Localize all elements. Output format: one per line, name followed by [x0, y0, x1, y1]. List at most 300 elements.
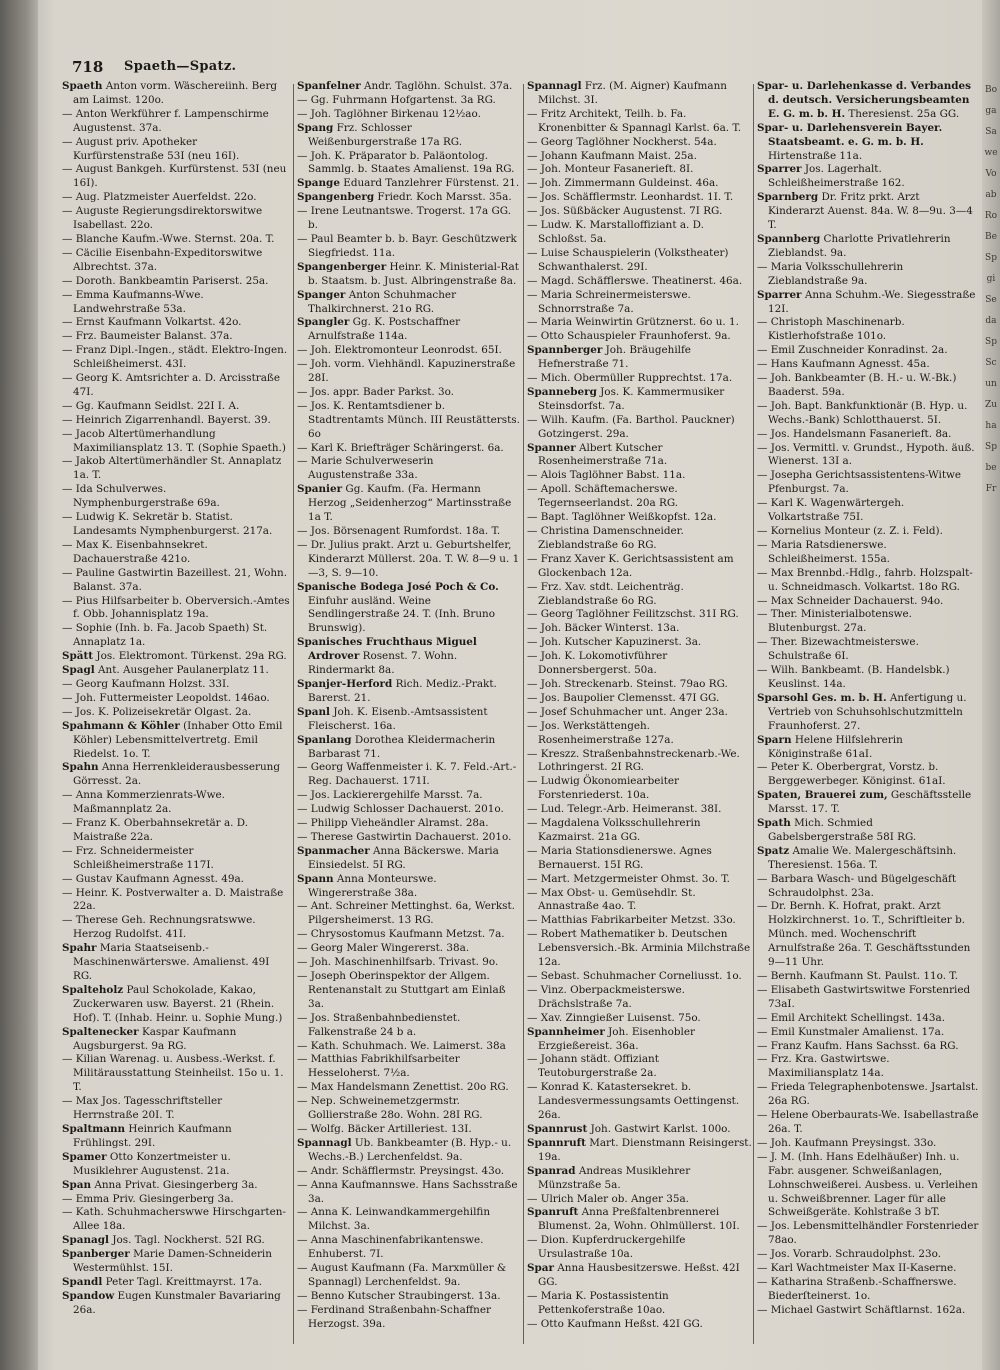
directory-entry: [297, 525, 520, 539]
entry-details: — Joh. Monteur Fasanerieft. 8I.: [527, 163, 694, 176]
entry-details: — Ant. Schreiner Mettinghst. 6a, Werkst. Pilgersheimerst. 13 RG.: [297, 900, 515, 927]
entry-details: Eduard Tanzlehrer Fürstenst. 21.: [339, 177, 520, 190]
directory-entry: [297, 636, 520, 678]
entry-details: — Frz. Schneidermeister Schleißheimerstraße 117I.: [62, 844, 214, 871]
directory-entry: [527, 344, 752, 372]
next-page-edge: [982, 0, 1000, 1370]
entry-details: — Frz. Xav. stdt. Leichenträg. Zieblandstraße 6o RG.: [527, 580, 684, 607]
directory-entry: [297, 177, 520, 191]
entry-details: — Emil Kunstmaler Amalienst. 17a.: [757, 1025, 945, 1038]
entry-details: — Georg Taglöhner Feilitzschst. 31I RG.: [527, 608, 739, 621]
edge-fragment: Sa: [985, 127, 997, 137]
entry-details: — Matthias Fabrikhilfsarbeiter Hesseloherst. 7½a.: [297, 1053, 460, 1080]
entry-surname: Spahn: [62, 761, 99, 774]
entry-details: Frz. (M. Aigner) Kaufmann Milchst. 3I.: [538, 80, 727, 106]
entry-surname: Spaltenecker: [62, 1025, 139, 1038]
directory-entry: [757, 692, 979, 734]
directory-entry: [757, 734, 979, 762]
entry-surname: Spanlang: [297, 733, 352, 746]
entry-details: — Blanche Kaufm.-Wwe. Sternst. 20a. T.: [62, 232, 275, 245]
entry-details: — Joh. Kutscher Kapuzinerst. 3a.: [527, 636, 702, 649]
entry-surname: Spandow: [62, 1289, 115, 1302]
entry-details: Friedr. Koch Marsst. 35a.: [374, 191, 512, 204]
entry-details: — Mich. Obermüller Rupprechtst. 17a.: [527, 372, 733, 385]
directory-entry: [297, 289, 520, 317]
entry-details: — Joh. Streckenarb. Steinst. 79ao RG.: [527, 677, 728, 690]
directory-entry: [757, 1081, 979, 1109]
directory-entry: [757, 567, 979, 595]
entry-surname: Spahmann & Köhler: [62, 719, 180, 732]
entry-details: Rosenst. 7. Wohn. Rindermarkt 8a.: [308, 650, 458, 677]
directory-entry: [62, 539, 290, 567]
directory-entry: [297, 1206, 520, 1234]
entry-details: — Maria K. Postassistentin Pettenkoferstraße 10ao.: [527, 1289, 669, 1316]
directory-entry: [62, 664, 290, 678]
directory-entry: [297, 122, 520, 150]
entry-details: Anna Herrenkleiderausbesserung Görresst. 2a.: [73, 761, 280, 788]
directory-entry: [62, 330, 290, 344]
entry-surname: Span: [62, 1178, 92, 1191]
edge-fragment: Se: [985, 295, 997, 305]
directory-entry: [62, 233, 290, 247]
entry-details: — Wilh. Kaufm. (Fa. Barthol. Pauckner) Gotzingerst. 29a.: [527, 413, 735, 440]
entry-details: — Jacob Altertümerhandlung Maximiliansplatz 13. T. (Sophie Spaeth.): [62, 427, 286, 454]
entry-details: — Joh. Kaufmann Preysingst. 33o.: [757, 1136, 937, 1149]
directory-entry: [757, 372, 979, 400]
directory-entry: [757, 1026, 979, 1040]
directory-entry: [297, 1304, 520, 1332]
entry-details: — Vinz. Oberpackmeisterswe. Drächslstraße 7a.: [527, 983, 685, 1010]
entry-details: — Heinrich Zigarrenhandl. Bayerst. 39.: [62, 413, 271, 426]
directory-entry: [297, 1179, 520, 1207]
column-divider: [293, 84, 294, 1344]
directory-entry: [757, 1304, 979, 1318]
entry-details: — Joh. Zimmermann Guldeinst. 46a.: [527, 177, 719, 190]
entry-details: — Johann städt. Offiziant Teutoburgerstraße 2a.: [527, 1053, 659, 1080]
entry-details: Anfertigung u. Vertrieb von Schuhsohlschutzmitteln Fraunhoferst. 27.: [768, 691, 967, 732]
directory-entry: [62, 275, 290, 289]
directory-entry: [62, 1248, 290, 1276]
directory-entry: [527, 984, 752, 1012]
entry-details: — Irene Leutnantswe. Trogerst. 17a GG. b.: [297, 205, 511, 232]
entry-details: — Doroth. Bankbeamtin Pariserst. 25a.: [62, 274, 269, 287]
directory-entry: [297, 803, 520, 817]
directory-entry: [297, 316, 520, 344]
entry-details: — Philipp Vieheändler Alramst. 28a.: [297, 817, 489, 830]
directory-entry: [757, 1053, 979, 1081]
entry-details: (Inhaber Otto Emil Köhler) Lebensmittelvertretg. Emil Riedelst. 1o. T.: [73, 719, 283, 760]
entry-details: — Frz. Baumeister Balanst. 37a.: [62, 330, 233, 343]
entry-details: — Gg. Kaufmann Seidlst. 22I I. A.: [62, 399, 240, 412]
entry-details: — Therese Gastwirtin Dachauerst. 201o.: [297, 830, 512, 843]
entry-surname: Spangenberger: [297, 260, 387, 273]
entry-surname: Spamer: [62, 1150, 107, 1163]
directory-entry: [527, 469, 752, 483]
entry-details: — Georg K. Amtsrichter a. D. Arcisstraße 47I.: [62, 372, 281, 398]
entry-details: — Georg Kaufmann Holzst. 33I.: [62, 677, 230, 690]
entry-details: Peter Tagl. Kreittmayrst. 17a.: [102, 1275, 263, 1288]
edge-fragment: Be: [985, 232, 997, 242]
entry-surname: Spang: [297, 121, 334, 134]
directory-entry: [297, 734, 520, 762]
entry-details: — Pauline Gastwirtin Bazeillest. 21, Wohn. Balanst. 37a.: [62, 566, 288, 593]
directory-entry: [297, 1012, 520, 1040]
directory-entry: [297, 386, 520, 400]
edge-fragment: Sp: [985, 253, 997, 263]
directory-entry: [297, 706, 520, 734]
entry-details: — Maria Ratsdienerswe. Schleißheimerst. 155a.: [757, 538, 890, 565]
edge-fragment: ha: [985, 421, 997, 431]
directory-entry: [62, 247, 290, 275]
directory-entry: [527, 275, 752, 289]
entry-details: — Elisabeth Gastwirtswitwe Forstenried 73aI.: [757, 983, 971, 1010]
entry-details: — Karl K. Wagenwärtergeh. Volkartstraße 75I.: [757, 497, 905, 524]
entry-surname: Spaeth: [62, 80, 103, 92]
directory-entry: [527, 803, 752, 817]
entry-details: — Fritz Architekt, Teilh. b. Fa. Kronenbitter & Spannagl Karlst. 6a. T.: [527, 107, 742, 134]
entry-details: — Franz Kaufm. Hans Sachsst. 6a RG.: [757, 1039, 959, 1052]
entry-details: — Wilh. Bankbeamt. (B. Handelsbk.) Keuslinst. 14a.: [757, 664, 950, 690]
directory-entry: [62, 205, 290, 233]
entry-details: — Auguste Regierungsdirektorswitwe Isabellast. 22o.: [62, 205, 263, 232]
directory-entry: [62, 942, 290, 984]
entry-surname: Spandl: [62, 1275, 103, 1288]
entry-details: — Max K. Eisenbahnsekret. Dachauerstraße 421o.: [62, 538, 208, 565]
entry-details: — Jakob Altertümerhändler St. Annaplatz 1a. T.: [62, 455, 282, 482]
directory-entry: [297, 581, 520, 637]
directory-entry: [527, 650, 752, 678]
directory-entry: [757, 80, 979, 122]
entry-details: — Joh. Futtermeister Leopoldst. 146ao.: [62, 691, 270, 704]
directory-entry: [527, 108, 752, 136]
directory-entry: [297, 970, 520, 1012]
entry-surname: Spaltmann: [62, 1122, 126, 1135]
directory-entry: [297, 1234, 520, 1262]
entry-details: Anna Hausbesitzerswe. Heßst. 42I GG.: [538, 1262, 740, 1288]
directory-entry: [62, 1234, 290, 1248]
directory-entry: [527, 928, 752, 970]
entry-details: Anna Monteurswe. Wingererstraße 38a.: [308, 872, 437, 899]
entry-details: — Wolfg. Bäcker Artilleriest. 13I.: [297, 1122, 472, 1135]
entry-details: Kaspar Kaufmann Augsburgerst. 9a RG.: [73, 1025, 237, 1052]
directory-entry: [757, 970, 979, 984]
directory-entry: [757, 1276, 979, 1304]
directory-entry: [62, 1095, 290, 1123]
directory-entry: [527, 511, 752, 525]
entry-details: — Kath. Schuhmacherswwe Hirschgarten-Allee 18a.: [62, 1206, 286, 1233]
entry-details: — Matthias Fabrikarbeiter Metzst. 33o.: [527, 914, 736, 927]
entry-details: Dorothea Kleidermacherin Barbarast 71.: [308, 733, 496, 760]
directory-entry: [297, 928, 520, 942]
directory-entry: [757, 1109, 979, 1137]
column-divider: [753, 84, 754, 1344]
directory-entry: [757, 789, 979, 817]
edge-fragment: Ro: [984, 211, 998, 221]
directory-entry: [62, 316, 290, 330]
directory-entry: [297, 817, 520, 831]
entry-details: Gg. K. Postschaffner Arnulfstraße 114a.: [308, 316, 461, 343]
directory-entry: [297, 873, 520, 901]
column-4: [757, 80, 979, 1350]
page-number: 718: [72, 58, 104, 76]
edge-fragment: ga: [985, 106, 997, 116]
directory-entry: [62, 483, 290, 511]
directory-entry: [62, 650, 290, 664]
directory-entry: [527, 1290, 752, 1318]
entry-details: — Heinr. K. Postverwalter a. D. Maistraße 22a.: [62, 886, 284, 913]
directory-entry: [757, 595, 979, 609]
entry-details: — Karl K. Briefträger Schäringerst. 6a.: [297, 441, 504, 454]
entry-details: — Ferdinand Straßenbahn-Schaffner Herzogst. 39a.: [297, 1303, 491, 1330]
directory-entry: [527, 553, 752, 581]
directory-entry: [527, 748, 752, 776]
entry-surname: Spalteholz: [62, 983, 124, 996]
entry-details: — Ulrich Maler ob. Anger 35a.: [527, 1192, 689, 1205]
directory-entry: [62, 1206, 290, 1234]
entry-details: — Paul Beamter b. b. Bayr. Geschützwerk Siegfriedst. 11a.: [297, 232, 517, 259]
directory-entry: [62, 455, 290, 483]
entry-details: — Bapt. Taglöhner Weißkopfst. 12a.: [527, 511, 717, 524]
directory-entry: [297, 455, 520, 483]
directory-entry: [757, 845, 979, 873]
edge-fragment: Zu: [984, 400, 998, 410]
directory-entry: [297, 1290, 520, 1304]
directory-entry: [757, 664, 979, 692]
entry-details: — Jos. Straßenbahnbedienstet. Falkenstraße 24 b a.: [297, 1011, 461, 1038]
entry-details: — August Bankgeh. Kurfürstenst. 53I (neu 16I).: [62, 163, 287, 190]
entry-details: — Kilian Warenag. u. Ausbess.-Werkst. f. Militärausstattung Steinheilst. 15o u. 1. T.: [62, 1053, 284, 1094]
entry-details: — Karl Wachtmeister Max II-Kaserne.: [757, 1262, 957, 1275]
entry-details: — Andr. Schäfflermstr. Preysingst. 43o.: [297, 1164, 505, 1177]
directory-entry: [297, 108, 520, 122]
entry-details: — Anna Kommerzienrats-Wwe. Maßmannplatz 2a.: [62, 789, 225, 816]
entry-details: — Joseph Oberinspektor der Allgem. Rentenanstalt zu Stuttgart am Einlaß 3a.: [297, 970, 506, 1010]
entry-details: — Jos. Börsenagent Rumfordst. 18a. T.: [297, 525, 501, 537]
entry-details: — Michael Gastwirt Schäftlarnst. 162a.: [757, 1303, 966, 1316]
entry-details: — Hans Kaufmann Agnesst. 45a.: [757, 358, 930, 371]
directory-entry: [757, 608, 979, 636]
directory-entry: [62, 108, 290, 136]
directory-entry: [527, 1234, 752, 1262]
directory-entry: [527, 414, 752, 442]
directory-entry: [527, 706, 752, 720]
directory-entry: [757, 233, 979, 261]
entry-details: — Ida Schulverwes. Nymphenburgerstraße 69a.: [62, 483, 220, 510]
entry-details: — Ther. Ministerialbotenswe. Blutenburgst. 27a.: [757, 608, 912, 635]
entry-details: — Joh. Maschinenhilfsarb. Trivast. 9o.: [297, 956, 499, 969]
entry-details: — Otto Schauspieler Fraunhoferst. 9a.: [527, 330, 731, 343]
page-header: [72, 58, 972, 80]
directory-entry: [62, 80, 290, 108]
entry-details: Einfuhr ausländ. Weine Sendlingerstraße 24. T. (Inh. Bruno Brunswig).: [308, 594, 496, 635]
directory-entry: [527, 1053, 752, 1081]
directory-entry: [757, 469, 979, 497]
entry-details: Mich. Schmied Gabelsbergerstraße 58I RG.: [768, 817, 917, 843]
entry-details: Eugen Kunstmaler Bavariaring 26a.: [73, 1289, 281, 1316]
directory-entry: [297, 942, 520, 956]
entry-surname: Spannagl: [527, 80, 582, 92]
directory-entry: [297, 205, 520, 233]
entry-surname: Spange: [297, 177, 340, 190]
entry-details: — Barbara Wasch- und Bügelgeschäft Schraudolphst. 23a.: [757, 872, 957, 899]
entry-details: — Joh. K. Präparator b. Paläontolog. Sammlg. b. Staates Amalienst. 19a RG.: [297, 149, 515, 176]
directory-entry: [527, 678, 752, 692]
entry-details: Geschäftsstelle Marsst. 17. T.: [768, 789, 972, 816]
entry-details: — Alois Taglöhner Babst. 11a.: [527, 469, 686, 482]
directory-entry: [62, 622, 290, 650]
directory-entry: [527, 1137, 752, 1165]
entry-details: Joh. Eisenhobler Erzgießereist. 36a.: [538, 1025, 695, 1052]
entry-details: — Sophie (Inh. b. Fa. Jacob Spaeth) St. Annaplatz 1a.: [62, 622, 268, 649]
directory-entry: [297, 1081, 520, 1095]
entry-details: — Emil Architekt Schellingst. 143a.: [757, 1011, 946, 1024]
edge-fragment: Fr: [985, 484, 997, 494]
entry-details: Anna Bäckerswe. Maria Einsiedelst. 5I RG.: [308, 844, 499, 871]
entry-details: — Anton Werkführer f. Lampenschirme Augustenst. 37a.: [62, 107, 269, 134]
entry-surname: Sparrer: [757, 288, 802, 301]
directory-entry: [62, 789, 290, 817]
entry-surname: Spannberger: [527, 344, 603, 357]
entry-details: Heinrich Kaufmann Frühlingst. 29I.: [73, 1122, 232, 1149]
directory-entry: [62, 1053, 290, 1095]
directory-entry: [297, 233, 520, 261]
entry-details: — Gustav Kaufmann Agnesst. 49a.: [62, 872, 244, 885]
entry-details: — Ludwig Schlosser Dachauerst. 201o.: [297, 803, 504, 816]
entry-details: — Konrad K. Katastersekret. b. Landesvermessungsamts Oettingenst. 26a.: [527, 1081, 740, 1122]
edge-fragment: un: [985, 379, 997, 389]
directory-entry: [757, 1220, 979, 1248]
directory-entry: [297, 1165, 520, 1179]
entry-surname: Spanneberg: [527, 385, 597, 398]
directory-entry: [757, 1248, 979, 1262]
directory-entry: [62, 1179, 290, 1193]
directory-entry: [527, 873, 752, 887]
directory-entry: [527, 247, 752, 275]
entry-details: — Christina Damenschneider. Zieblandstraße 6o RG.: [527, 525, 684, 551]
entry-details: — Johann Kaufmann Maist. 25a.: [527, 149, 697, 162]
directory-entry: [527, 636, 752, 650]
directory-entry: [297, 261, 520, 289]
directory-entry: [757, 358, 979, 372]
entry-details: — Kreszz. Straßenbahnstreckenarb.-We. Lothringerst. 2I RG.: [527, 747, 740, 774]
directory-entry: [297, 1137, 520, 1165]
entry-details: — Cäcilie Eisenbahn-Expeditorswitwe Albrechtst. 37a.: [62, 246, 263, 273]
entry-details: — Luise Schauspielerin (Volkstheater) Schwanthalerst. 29I.: [527, 246, 729, 273]
directory-entry: [527, 289, 752, 317]
entry-details: — Max Brennbd.-Hdlg., fahrb. Holzspalt- u. Schneidmasch. Volkartst. 18o RG.: [757, 566, 973, 593]
directory-entry: [527, 1123, 752, 1137]
directory-entry: [62, 428, 290, 456]
directory-entry: [757, 122, 979, 164]
entry-details: — Kath. Schuhmach. We. Laimerst. 38a: [297, 1039, 506, 1052]
entry-details: — Josef Schuhmacher unt. Anger 23a.: [527, 705, 728, 718]
directory-entry: [527, 1026, 752, 1054]
entry-details: — Jos. Werkstättengeh. Rosenheimerstraße 127a.: [527, 719, 674, 746]
directory-entry: [297, 1053, 520, 1081]
directory-entry: [527, 386, 752, 414]
entry-surname: Sparrer: [757, 163, 802, 176]
directory-entry: [62, 1290, 290, 1318]
directory-entry: [527, 80, 752, 108]
entry-surname: Spannagl: [297, 1136, 352, 1149]
directory-entry: [527, 136, 752, 150]
directory-entry: [527, 887, 752, 915]
entry-details: — Katharina Straßenb.-Schaffnerswe. Biederſteinerst. 1o.: [757, 1275, 957, 1302]
entry-details: — Ludwig Ökonomiearbeiter Forstenriederst. 10a.: [527, 775, 680, 802]
entry-details: Heinr. K. Ministerial-Rat b. Staatsm. b. Just. Albringenstraße 8a.: [308, 260, 519, 287]
directory-entry: [527, 970, 752, 984]
entry-details: — Joh. K. Lokomotivführer Donnersbergerst. 50a.: [527, 650, 668, 677]
book-binding-shadow: [0, 0, 38, 1370]
entry-details: — J. M. (Inh. Hans Edelhäußer) Inh. u. Fabr. ausgener. Schweißanlagen, Lohnschweißerei. Ausbess. u. Verleihen u. Schweißbrenner. Lager für alle Schweißgeräte. Kohlstraße 3 bT.: [757, 1150, 978, 1219]
entry-surname: Spanische Bodega José Poch & Co.: [297, 580, 499, 593]
entry-details: — Ludw. K. Marstalloffiziant a. D. Schloßst. 5a.: [527, 219, 704, 245]
directory-entry: [527, 330, 752, 344]
entry-surname: Sparsohl Ges. m. b. H.: [757, 691, 887, 704]
edge-fragment: Vo: [985, 169, 997, 179]
edge-fragment: Sc: [985, 358, 997, 368]
directory-entry: [757, 525, 979, 539]
entry-surname: Spannruft: [527, 1136, 586, 1149]
entry-surname: Spanisches Fruchthaus Miguel Ardrover: [297, 636, 477, 663]
entry-details: — Georg Taglöhner Nockherst. 54a.: [527, 135, 717, 148]
directory-entry: [757, 344, 979, 358]
directory-entry: [757, 497, 979, 525]
directory-entry: [62, 720, 290, 762]
entry-details: — Magd. Schäfflerswe. Theatinerst. 46a.: [527, 274, 743, 287]
entry-details: Mart. Dienstmann Reisingerst. 19a.: [538, 1136, 752, 1163]
entry-surname: Spar- u. Darlehenkasse d. Verbandes d. deutsch. Versicherungsbeamten E. G. m. b. H.: [757, 80, 972, 120]
edge-fragment: Sp: [985, 442, 997, 452]
entry-details: — Ernst Kaufmann Volkartst. 42o.: [62, 316, 242, 329]
directory-entry: [757, 636, 979, 664]
entry-details: — Gg. Fuhrmann Hofgartenst. 3a RG.: [297, 93, 496, 106]
directory-entry: [527, 1165, 752, 1193]
directory-entry: [757, 1012, 979, 1026]
entry-details: — Maria Weinwirtin Grütznerst. 6o u. 1.: [527, 316, 739, 329]
entry-details: — Dr. Bernh. K. Hofrat, prakt. Arzt Holzkirchnerst. 1o. T., Schriftleiter b. Münch. med. Wochenschrift Arnulfstraße 26a. T. Geschäftsstunden 9—11 Uhr.: [757, 900, 971, 969]
entry-surname: Spanmacher: [297, 844, 370, 857]
directory-entry: [757, 1151, 979, 1221]
entry-details: — Pius Hilfsarbeiter b. Oberversich.-Amtes f. Obb. Johannisplatz 19a.: [62, 594, 290, 621]
entry-surname: Spath: [757, 817, 791, 830]
entry-surname: Spanjer-Herford: [297, 677, 393, 690]
entry-details: — Anna K. Leinwandkammergehilfin Milchst. 3a.: [297, 1206, 491, 1233]
entry-details: — Jos. appr. Bader Parkst. 3o.: [297, 385, 454, 398]
entry-details: — Jos. Vermittl. v. Grundst., Hypoth. äuß. Wienerst. 13I a.: [757, 441, 975, 468]
entry-details: Jos. Lagerhalt. Schleißheimerstraße 162.: [768, 163, 905, 190]
entry-details: Jos. Elektromont. Türkenst. 29a RG.: [93, 650, 287, 663]
entry-details: — Georg Maler Wingererst. 38a.: [297, 942, 470, 955]
directory-entry: [527, 1012, 752, 1026]
entry-details: — Emma Priv. Giesingerberg 3a.: [62, 1192, 234, 1205]
directory-entry: [527, 1081, 752, 1123]
entry-details: Joh. Bräugehilfe Hefnerstraße 71.: [538, 344, 691, 371]
directory-entry: [757, 873, 979, 901]
column-divider: [523, 84, 524, 1344]
entry-surname: Spanner: [527, 441, 576, 454]
entry-details: Anna Schuhm.-We. Siegesstraße 12I.: [768, 288, 976, 315]
entry-details: — Jos. Handelsmann Fasanerieft. 8a.: [757, 427, 952, 440]
directory-entry: [527, 205, 752, 219]
entry-details: — Josepha Gerichtsassistentens-Witwe Pfenburgst. 7a.: [757, 469, 962, 496]
column-1: [62, 80, 290, 1350]
directory-entry: [297, 539, 520, 581]
entry-details: — Marie Schulverweserin Augustenstraße 33a.: [297, 455, 434, 482]
directory-entry: [527, 1318, 752, 1332]
entry-details: — Frieda Telegraphenbotenswe. Jsartalst. 26a RG.: [757, 1081, 979, 1108]
entry-details: — Helene Oberbaurats-We. Isabellastraße 26a. T.: [757, 1109, 979, 1135]
